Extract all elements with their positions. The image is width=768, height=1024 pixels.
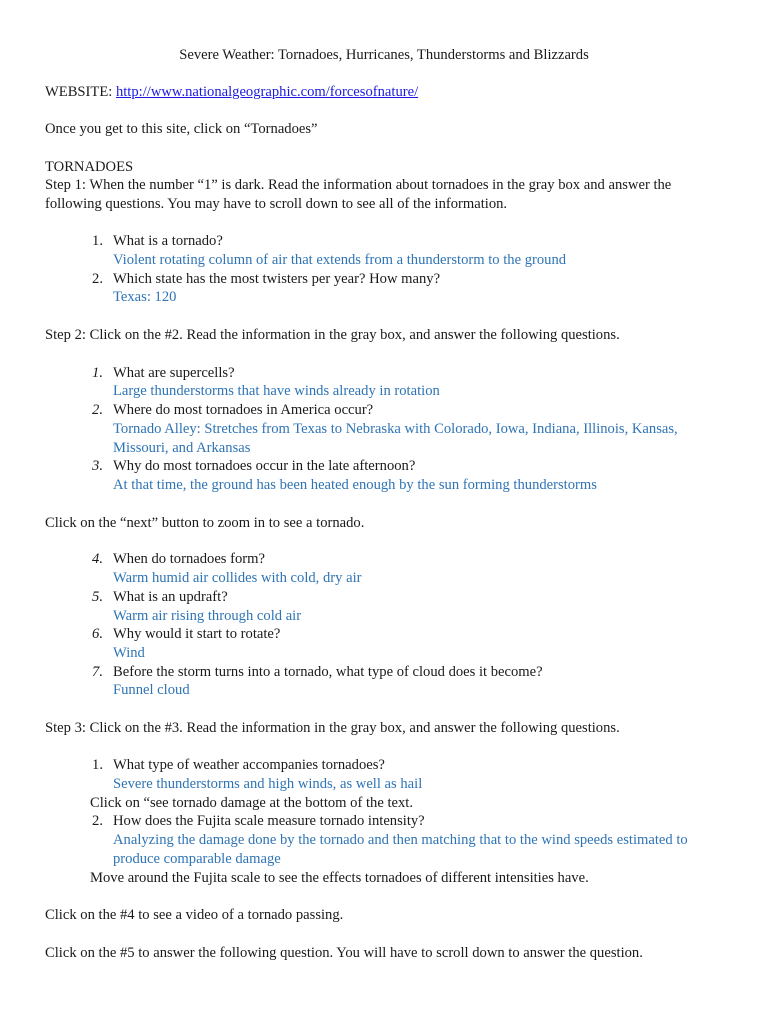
step1-item-number: 1. [92, 233, 103, 249]
step1-answer: Texas: 120 [113, 289, 177, 305]
step3-question: What type of weather accompanies tornadoes? [113, 757, 385, 773]
step1-answer: Violent rotating column of air that extends from a thunderstorm to the ground [113, 252, 567, 268]
see-damage-instruction: Click on “see tornado damage at the bottom of the text. [90, 795, 413, 811]
step3-answer: Analyzing the damage done by the tornado and then matching that to the wind speeds estimated to [113, 832, 688, 848]
step2-item-number: 5. [92, 589, 103, 605]
step2-question: What is an updraft? [113, 589, 228, 605]
step2-answer: Large thunderstorms that have winds already in rotation [113, 383, 440, 399]
step2-instruction: Step 2: Click on the #2. Read the information in the gray box, and answer the following questions. [45, 327, 620, 343]
step2-answer: Funnel cloud [113, 682, 190, 698]
section-heading: TORNADOES [45, 159, 134, 175]
step1-question: What is a tornado? [113, 233, 223, 249]
website-line [45, 84, 418, 101]
website-link[interactable]: http://www.nationalgeographic.com/forcesofnature/ [115, 84, 419, 100]
step2-item-number: 1. [92, 365, 103, 381]
step2-answer: Wind [113, 645, 145, 661]
step2-item-number: 2. [92, 402, 103, 418]
step3-question: How does the Fujita scale measure tornado intensity? [113, 813, 425, 829]
step5-instruction: Click on the #5 to answer the following question. You will have to scroll down to answer the question. [45, 945, 643, 961]
step2-question: Why would it start to rotate? [113, 626, 281, 642]
step3-answer-cont: produce comparable damage [113, 851, 281, 867]
intro-text: Once you get to this site, click on “Tornadoes” [45, 121, 318, 137]
step4-instruction: Click on the #4 to see a video of a tornado passing. [45, 907, 344, 923]
next-button-instruction: Click on the “next” button to zoom in to see a tornado. [45, 515, 365, 531]
step2-question: What are supercells? [113, 365, 235, 381]
step2-answer: Warm air rising through cold air [113, 608, 302, 624]
step2-item-number: 7. [92, 664, 103, 680]
step1-instruction-line1: Step 1: When the number “1” is dark. Read the information about tornadoes in the gray box and answer the [45, 177, 672, 193]
step2-answer: Warm humid air collides with cold, dry air [113, 570, 362, 586]
step2-question: When do tornadoes form? [113, 551, 265, 567]
step2-answer: Tornado Alley: Stretches from Texas to Nebraska with Colorado, Iowa, Indiana, Illinois, Kansas, [113, 421, 678, 437]
step3-instruction: Step 3: Click on the #3. Read the information in the gray box, and answer the following questions. [45, 720, 620, 736]
step3-item-number: 2. [92, 813, 103, 829]
step2-question: Before the storm turns into a tornado, what type of cloud does it become? [113, 664, 543, 680]
fujita-instruction: Move around the Fujita scale to see the effects tornadoes of different intensities have. [90, 870, 589, 886]
step2-item-number: 3. [92, 458, 103, 474]
step1-question: Which state has the most twisters per year? How many? [113, 271, 441, 287]
step3-item-number: 1. [92, 757, 103, 773]
step3-answer: Severe thunderstorms and high winds, as well as hail [113, 776, 423, 792]
step2-item-number: 6. [92, 626, 103, 642]
step2-item-number: 4. [92, 551, 103, 567]
step2-question: Why do most tornadoes occur in the late afternoon? [113, 458, 416, 474]
step2-question: Where do most tornadoes in America occur? [113, 402, 374, 418]
website-label: WEBSITE: [45, 84, 113, 100]
step2-answer: At that time, the ground has been heated enough by the sun forming thunderstorms [113, 477, 597, 493]
step1-item-number: 2. [92, 271, 103, 287]
step1-instruction-line2: following questions. You may have to scroll down to see all of the information. [45, 196, 508, 212]
step2-answer-cont: Missouri, and Arkansas [113, 440, 251, 456]
page-title: Severe Weather: Tornadoes, Hurricanes, Thunderstorms and Blizzards [179, 47, 589, 63]
